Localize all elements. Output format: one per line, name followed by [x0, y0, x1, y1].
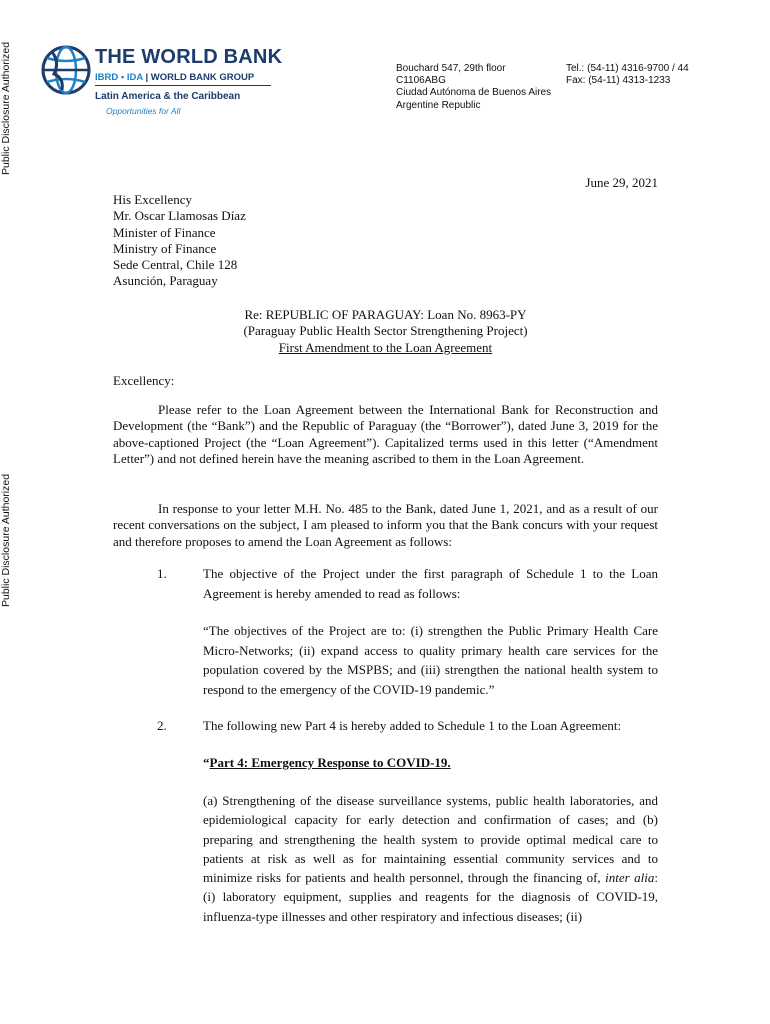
disclosure-stamp-middle: Public Disclosure Authorized	[0, 473, 12, 607]
fax-line: Fax: (54-11) 4313-1233	[566, 75, 671, 87]
letter-date: June 29, 2021	[585, 175, 658, 190]
logo-bullet: •	[118, 72, 127, 83]
recipient-line: Ministry of Finance	[113, 240, 217, 256]
body-paragraph: Please refer to the Loan Agreement between the International Bank for Reconstruction and Development (the “Bank”) and the Republic of Paraguay (the “Borrower”), dated June 3, 2019 for the above-captioned Project (the “Loan Agreement”). Capitalized terms used in this letter (“Amendment Letter”) and not defined herein have the meaning ascribed to them in the Loan Agreement.	[113, 402, 658, 466]
recipient-line: Mr. Oscar Llamosas Díaz	[113, 208, 246, 224]
recipient-line: His Excellency	[113, 192, 193, 207]
item-number: 2.	[157, 718, 167, 733]
subject-block	[113, 307, 658, 356]
office-contact	[566, 63, 689, 87]
logo-ida: IDA	[126, 72, 143, 83]
world-bank-logo	[40, 44, 283, 120]
logo-tagline: Opportunities for All	[106, 106, 181, 116]
address-line: Argentine Republic	[396, 99, 481, 111]
logo-group-line	[95, 72, 254, 83]
address-line: C1106ABG	[396, 75, 446, 87]
item-number: 1.	[157, 566, 167, 581]
recipient-line: Sede Central, Chile 128	[113, 257, 238, 273]
address-line: Bouchard 547, 29th floor	[396, 63, 506, 74]
body-paragraph: In response to your letter M.H. No. 485 to the Bank, dated June 1, 2021, and as a result of our recent conversations on the subject, I am pleased to inform you that the Bank concurs with your request and therefore proposes to amend the Loan Agreement as follows:	[113, 501, 658, 549]
amendment-item: The following new Part 4 is hereby added to Schedule 1 to the Loan Agreement:	[203, 718, 622, 733]
phone-line: Tel.: (54-11) 4316-9700 / 44	[566, 63, 689, 74]
part4-italic: inter alia	[605, 870, 655, 886]
logo-divider	[95, 85, 271, 86]
part4-title: Part 4: Emergency Response to COVID-19.	[209, 755, 451, 770]
logo-group-name: | WORLD BANK GROUP	[142, 72, 255, 83]
part4-heading	[203, 753, 658, 773]
part4-text: (a) Strengthening of the disease surveillance systems, public health laboratories, and epidemiological capacity for early detection and confirmation of cases; and (b) preparing and strengthening the health system to provide optimal medical care to patients at risk as well as for maintaining essential community services and to minimize risks for patients and health personnel, through the financing of,	[203, 793, 658, 886]
project-name: (Paraguay Public Health Sector Strengthening Project)	[243, 323, 528, 339]
part4-text-cont: : (i) laboratory equipment, supplies and reagents for the diagnosis of COVID-19, influenza-type illnesses and other respiratory and infectious diseases; (ii)	[203, 870, 659, 924]
office-address	[396, 63, 551, 112]
recipient-block	[113, 192, 246, 290]
amendment-title: First Amendment to the Loan Agreement	[278, 339, 493, 355]
salutation: Excellency:	[113, 373, 175, 388]
logo-ibrd: IBRD	[95, 72, 119, 83]
quoted-objective: “The objectives of the Project are to: (i) strengthen the Public Primary Health Care Micro-Networks; (ii) expand access to quality primary health care services for the population covered by the MSPBS; and (iii) strengthen the national health system to respond to the emergency of the COVID-19 pandemic.”	[203, 623, 658, 697]
part4-body	[203, 791, 658, 926]
open-quote: “	[203, 755, 210, 770]
globe-icon	[40, 44, 92, 96]
address-line: Ciudad Autónoma de Buenos Aires	[396, 87, 552, 99]
subject-line: Re: REPUBLIC OF PARAGUAY: Loan No. 8963-PY	[244, 307, 527, 322]
logo-title: THE WORLD BANK	[95, 46, 283, 68]
amendment-item: The objective of the Project under the first paragraph of Schedule 1 to the Loan Agreement is hereby amended to read as follows:	[203, 566, 658, 601]
disclosure-stamp-top: Public Disclosure Authorized	[0, 41, 12, 175]
recipient-line: Minister of Finance	[113, 224, 216, 240]
logo-region: Latin America & the Caribbean	[95, 91, 241, 102]
recipient-line: Asunción, Paraguay	[113, 273, 218, 289]
